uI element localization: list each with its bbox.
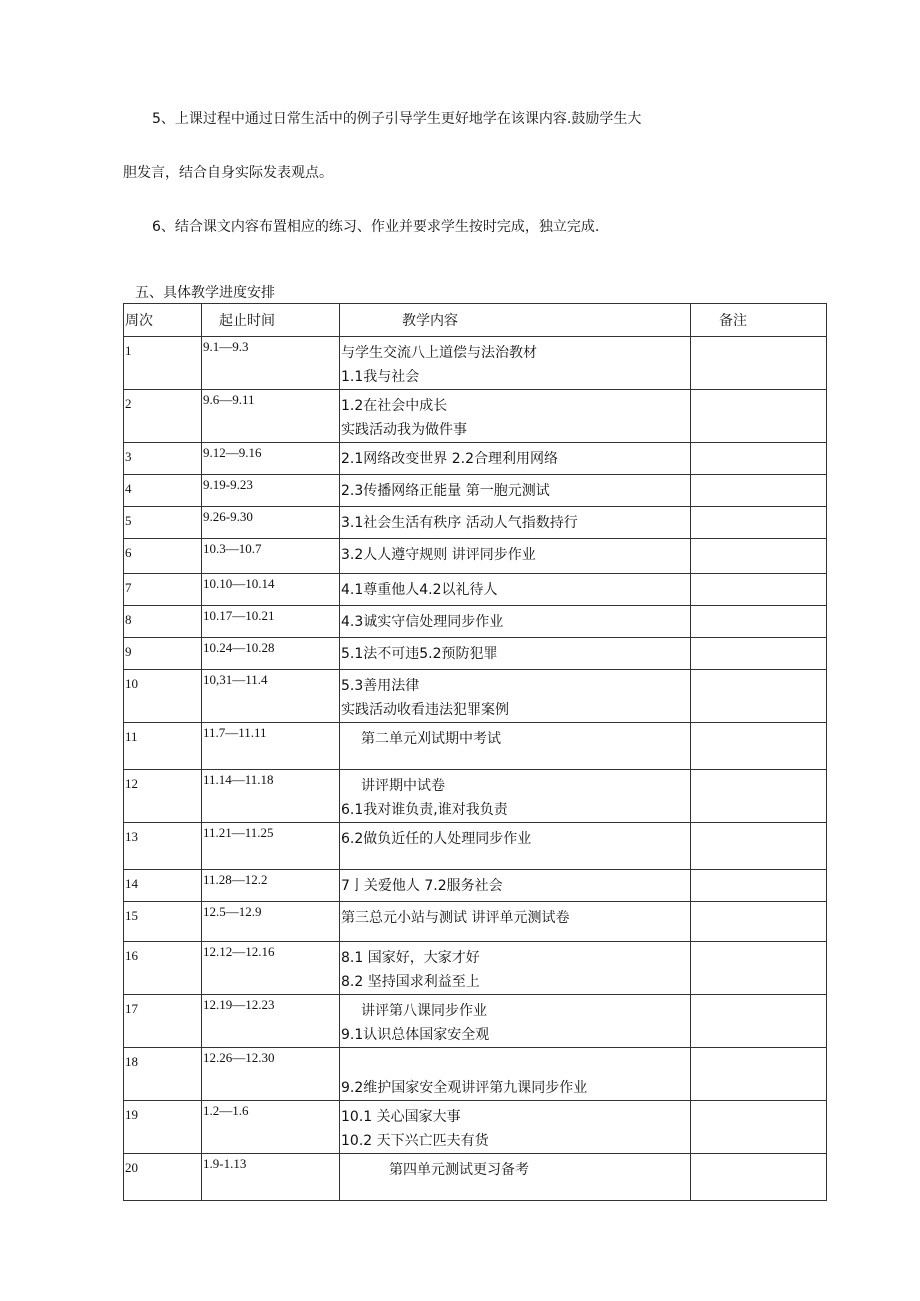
cell-content [340, 337, 691, 390]
header-week: 周次 [124, 304, 202, 337]
cell-dates: 10.3—10.7 [202, 539, 340, 574]
cell-week: 19 [124, 1101, 202, 1154]
cell-dates: 9.19-9.23 [202, 475, 340, 507]
cell-week: 7 [124, 574, 202, 606]
cell-notes [691, 770, 827, 823]
cell-week: 12 [124, 770, 202, 823]
cell-dates: 10,31—11.4 [202, 670, 340, 723]
header-dates: 起止时间 [202, 304, 340, 337]
cell-dates: 9.1—9.3 [202, 337, 340, 390]
cell-week: 18 [124, 1048, 202, 1101]
cell-dates: 10.17—10.21 [202, 606, 340, 638]
content-line: 7亅关爱他人 7.2服务社会 [341, 878, 503, 894]
table-header-row [124, 304, 827, 337]
cell-notes [691, 507, 827, 539]
table-row [124, 390, 827, 443]
paragraph-5-continued: 胆发言，结合自身实际发表观点。 [123, 165, 333, 181]
table-row [124, 823, 827, 870]
cell-dates: 12.5—12.9 [202, 902, 340, 942]
table-row [124, 1154, 827, 1201]
content-line: 第四单元测试更习备考 [389, 1162, 529, 1178]
content-line: 6.1我对谁负责,谁对我负责 [341, 802, 508, 818]
cell-notes [691, 1101, 827, 1154]
content-line: 第三总元小站与测试 讲评单元测试卷 [341, 910, 570, 926]
cell-dates: 12.12—12.16 [202, 942, 340, 995]
cell-notes [691, 723, 827, 770]
cell-notes [691, 574, 827, 606]
cell-notes [691, 1048, 827, 1101]
content-line [341, 1052, 690, 1076]
cell-content [340, 723, 691, 770]
cell-content [340, 670, 691, 723]
cell-week: 4 [124, 475, 202, 507]
section-title: 五、具体教学进度安排 [135, 285, 275, 301]
paragraph-5: 5、上课过程中通过日常生活中的例子引导学生更好地学在该课内容.鼓励学生大 [152, 111, 642, 127]
cell-notes [691, 823, 827, 870]
cell-content [340, 902, 691, 942]
cell-dates: 9.6—9.11 [202, 390, 340, 443]
cell-week: 14 [124, 870, 202, 902]
content-line: 2.3传播网络正能量 第一胞元测试 [341, 483, 550, 499]
cell-week: 13 [124, 823, 202, 870]
cell-week: 2 [124, 390, 202, 443]
content-line: 6.2做负近任的人处理同步作业 [341, 831, 532, 847]
content-line: 4.1尊重他人4.2以礼待人 [341, 582, 498, 598]
content-line: 8.2 坚持国求利益至上 [341, 974, 480, 990]
cell-week: 16 [124, 942, 202, 995]
content-line: 9.2维护国家安全观讲评第九课同步作业 [341, 1080, 588, 1096]
table-row [124, 670, 827, 723]
paragraph-6: 6、结合课文内容布置相应的练习、作业并要求学生按时完成，独立完成. [152, 219, 600, 235]
cell-notes [691, 337, 827, 390]
cell-week: 8 [124, 606, 202, 638]
header-content: 教学内容 [340, 304, 691, 337]
content-line: 1.2在社会中成长 [341, 398, 448, 414]
cell-content [340, 1154, 691, 1201]
cell-week: 11 [124, 723, 202, 770]
cell-dates: 9.12—9.16 [202, 443, 340, 475]
cell-dates: 12.19—12.23 [202, 995, 340, 1048]
cell-notes [691, 995, 827, 1048]
cell-dates: 10.10—10.14 [202, 574, 340, 606]
cell-content [340, 770, 691, 823]
cell-content [340, 574, 691, 606]
cell-week: 20 [124, 1154, 202, 1201]
cell-notes [691, 1154, 827, 1201]
content-line: 3.2人人遵守规则 讲评同步作业 [341, 547, 536, 563]
table-row [124, 1101, 827, 1154]
schedule-table [123, 303, 827, 1201]
content-line: 讲评期中试卷 [361, 778, 445, 794]
cell-content [340, 443, 691, 475]
table-row [124, 539, 827, 574]
content-line: 讲评第八课同步作业 [361, 1003, 487, 1019]
content-line: 9.1认识总体国家安全观 [341, 1027, 490, 1043]
content-line: 10.1 关心国家大事 [341, 1109, 461, 1125]
content-line: 1.1我与社会 [341, 369, 420, 385]
table-row [124, 443, 827, 475]
cell-dates: 1.9-1.13 [202, 1154, 340, 1201]
table-row [124, 507, 827, 539]
cell-notes [691, 390, 827, 443]
header-notes: 备注 [691, 304, 827, 337]
table-row [124, 723, 827, 770]
cell-dates: 11.21—11.25 [202, 823, 340, 870]
cell-notes [691, 475, 827, 507]
table-row [124, 606, 827, 638]
cell-week: 10 [124, 670, 202, 723]
cell-week: 1 [124, 337, 202, 390]
cell-content [340, 638, 691, 670]
cell-dates: 12.26—12.30 [202, 1048, 340, 1101]
cell-notes [691, 902, 827, 942]
table-row [124, 337, 827, 390]
cell-dates: 10.24—10.28 [202, 638, 340, 670]
content-line: 实践活动我为做件事 [341, 422, 467, 438]
content-line: 实践活动收看违法犯罪案例 [341, 702, 509, 718]
cell-content [340, 539, 691, 574]
table-row [124, 574, 827, 606]
cell-content [340, 1101, 691, 1154]
cell-content [340, 942, 691, 995]
cell-notes [691, 443, 827, 475]
cell-notes [691, 539, 827, 574]
cell-content [340, 390, 691, 443]
cell-content [340, 870, 691, 902]
cell-week: 15 [124, 902, 202, 942]
content-line: 第二单元刈试期中考试 [361, 731, 501, 747]
cell-dates: 11.14—11.18 [202, 770, 340, 823]
cell-dates: 11.28—12.2 [202, 870, 340, 902]
cell-content [340, 1048, 691, 1101]
cell-week: 5 [124, 507, 202, 539]
content-line: 5.3善用法律 [341, 678, 420, 694]
table-row [124, 475, 827, 507]
table-row [124, 995, 827, 1048]
table-row [124, 638, 827, 670]
cell-dates: 11.7—11.11 [202, 723, 340, 770]
table-row [124, 870, 827, 902]
content-line: 与学生交流八上道偿与法治教材 [341, 345, 537, 361]
content-line: 4.3诚实守信处理同步作业 [341, 614, 504, 630]
cell-notes [691, 942, 827, 995]
cell-dates: 1.2—1.6 [202, 1101, 340, 1154]
cell-content [340, 507, 691, 539]
content-line: 10.2 天下兴亡匹夫有货 [341, 1133, 489, 1149]
cell-notes [691, 870, 827, 902]
cell-content [340, 475, 691, 507]
cell-week: 9 [124, 638, 202, 670]
cell-notes [691, 670, 827, 723]
cell-week: 6 [124, 539, 202, 574]
content-line: 8.1 国家好，大家才好 [341, 950, 480, 966]
cell-notes [691, 606, 827, 638]
content-line: 2.1网络改变世界 2.2合理利用网络 [341, 451, 558, 467]
cell-content [340, 606, 691, 638]
cell-week: 17 [124, 995, 202, 1048]
cell-notes [691, 638, 827, 670]
cell-week: 3 [124, 443, 202, 475]
table-body [124, 337, 827, 1201]
cell-dates: 9.26-9.30 [202, 507, 340, 539]
table-row [124, 902, 827, 942]
content-line: 3.1社会生活有秩序 活动人气指数持行 [341, 515, 578, 531]
content-line: 5.1法不可违5.2预防犯罪 [341, 646, 498, 662]
table-row [124, 942, 827, 995]
table-row [124, 1048, 827, 1101]
table-row [124, 770, 827, 823]
cell-content [340, 995, 691, 1048]
cell-content [340, 823, 691, 870]
